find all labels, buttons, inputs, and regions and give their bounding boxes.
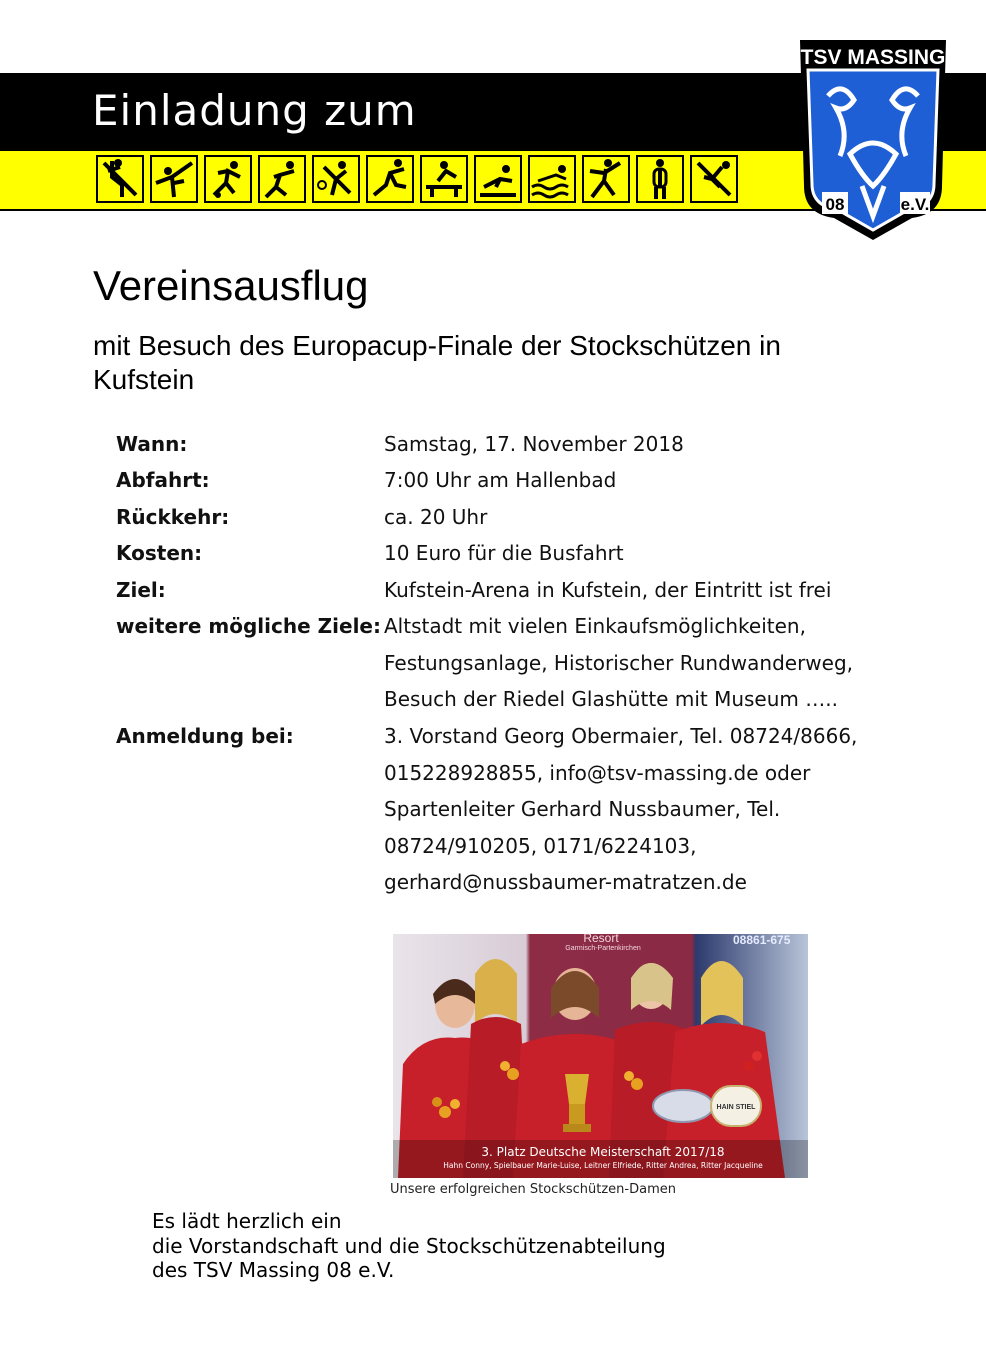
dance-icon — [582, 155, 630, 203]
page-title: Vereinsausflug — [93, 262, 369, 309]
gymnastics-icon — [150, 155, 198, 203]
logo-name: TSV MASSING — [800, 46, 946, 69]
photo-banner-top: Resort — [583, 934, 619, 945]
badminton-icon — [312, 155, 360, 203]
logo-suffix: e.V. — [900, 195, 930, 214]
detail-label: Wann: — [116, 432, 188, 456]
photo-board-number: 08861-675 — [733, 934, 791, 947]
closing-text — [152, 1209, 666, 1283]
pingpong-icon — [474, 155, 522, 203]
stockschiessen-icon — [636, 155, 684, 203]
photo-caption: Unsere erfolgreichen Stockschützen-Damen — [390, 1182, 676, 1197]
sponsor-sign-text: HAIN STIEL — [716, 1104, 756, 1111]
soccer-icon — [204, 155, 252, 203]
club-logo — [792, 36, 954, 240]
detail-value: 10 Euro für die Busfahrt — [384, 541, 624, 565]
closing-line: des TSV Massing 08 e.V. — [152, 1258, 395, 1282]
team-photo — [393, 934, 808, 1178]
skiing-icon — [690, 155, 738, 203]
climbing-icon — [96, 155, 144, 203]
detail-value: Samstag, 17. November 2018 — [384, 432, 684, 456]
swimming-icon — [528, 155, 576, 203]
detail-label: Rückkehr: — [116, 505, 230, 529]
detail-label: Ziel: — [116, 578, 166, 602]
detail-value: 7:00 Uhr am Hallenbad — [384, 468, 617, 492]
photo-overlay-names: Hahn Conny, Spielbauer Marie-Luise, Leitner Elfriede, Ritter Andrea, Ritter Jacqueline — [443, 1161, 763, 1170]
detail-value: 3. Vorstand Georg Obermaier, Tel. 08724/8666, 015228928855, info@tsv-massing.de oder Spartenleiter Gerhard Nussbaumer, Tel. 08724/910205, 0171/6224103, gerhard@nussbaumer-matratzen.de — [384, 724, 858, 894]
tabletennis-icon — [420, 155, 468, 203]
closing-line: die Vorstandschaft und die Stockschützenabteilung — [152, 1233, 666, 1258]
detail-label: Anmeldung bei: — [116, 724, 294, 748]
award-plate — [653, 1090, 713, 1122]
logo-year: 08 — [825, 195, 845, 214]
detail-label: Kosten: — [116, 541, 203, 565]
banner-title: Einladung zum — [92, 86, 417, 135]
photo-overlay-title: 3. Platz Deutsche Meisterschaft 2017/18 — [481, 1145, 725, 1159]
photo-banner-sub: Garmisch-Partenkirchen — [565, 945, 641, 952]
athletics-icon — [366, 155, 414, 203]
detail-label: weitere mögliche Ziele: — [116, 614, 381, 638]
detail-value: ca. 20 Uhr — [384, 505, 488, 529]
running-icon — [258, 155, 306, 203]
page-subtitle: mit Besuch des Europacup-Finale der Stockschützen in Kufstein — [93, 330, 781, 395]
detail-label: Abfahrt: — [116, 468, 210, 492]
detail-value: Kufstein-Arena in Kufstein, der Eintritt ist frei — [384, 578, 832, 602]
closing-line: Es lädt herzlich ein — [152, 1209, 342, 1233]
detail-value: Altstadt mit vielen Einkaufsmöglichkeiten, Festungsanlage, Historischer Rundwanderweg, Besuch der Riedel Glashütte mit Museum ….. — [384, 614, 854, 711]
